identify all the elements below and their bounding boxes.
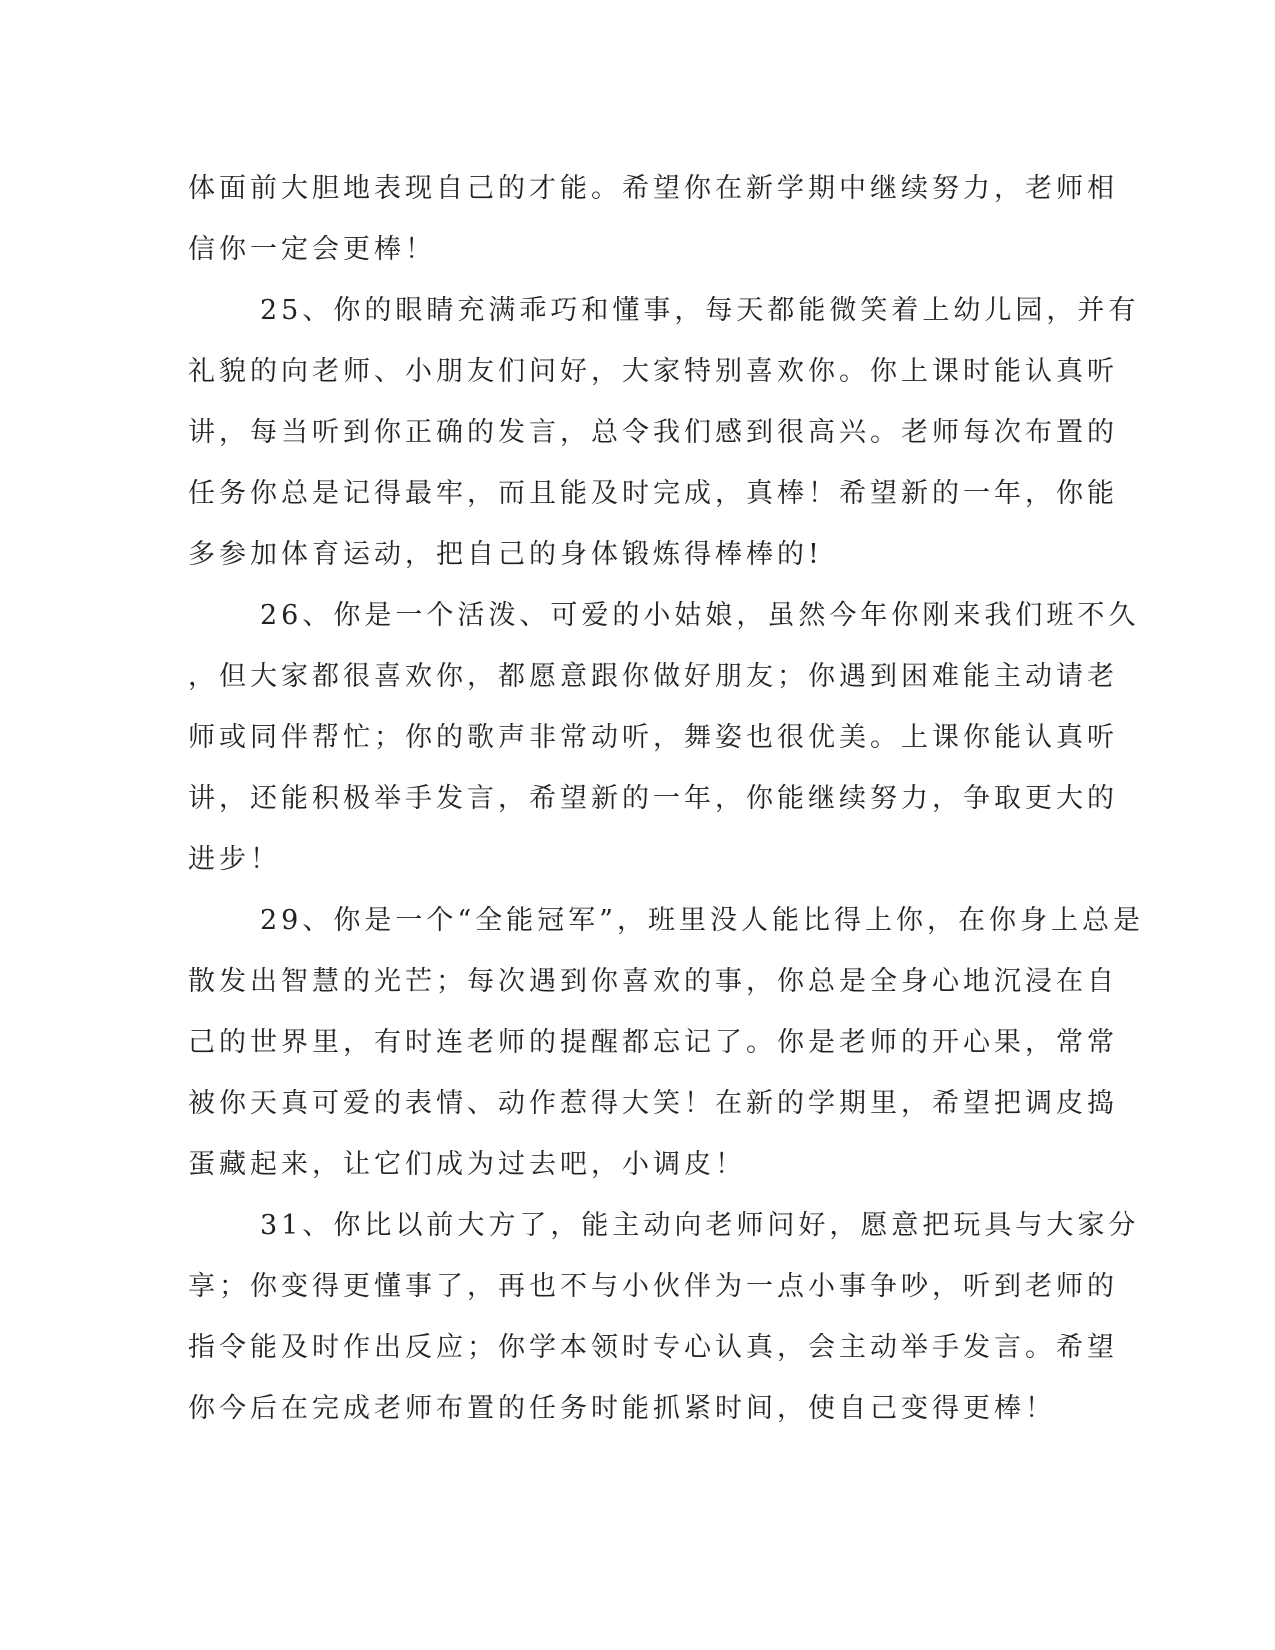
text-line: 任务你总是记得最牢，而且能及时完成，真棒！希望新的一年，你能 — [188, 478, 1118, 509]
text-line: 讲，还能积极举手发言，希望新的一年，你能继续努力，争取更大的 — [188, 783, 1118, 814]
text-line: 你今后在完成老师布置的任务时能抓紧时间，使自己变得更棒！ — [188, 1393, 1056, 1424]
text-line: 信你一定会更棒！ — [188, 234, 436, 265]
text-line: 被你天真可爱的表情、动作惹得大笑！在新的学期里，希望把调皮捣 — [188, 1088, 1118, 1119]
paragraph-29 — [188, 890, 1144, 1195]
text-line: 体面前大胆地表现自己的才能。希望你在新学期中继续努力，老师相 — [188, 173, 1118, 204]
text-line: 指令能及时作出反应；你学本领时专心认真，会主动举手发言。希望 — [188, 1332, 1118, 1363]
text-line: 蛋藏起来，让它们成为过去吧，小调皮！ — [188, 1149, 746, 1180]
text-line: 26、你是一个活泼、可爱的小姑娘，虽然今年你刚来我们班不久 — [260, 600, 1140, 631]
paragraph-26 — [188, 585, 1140, 890]
text-line: 31、你比以前大方了，能主动向老师问好，愿意把玩具与大家分 — [260, 1210, 1140, 1241]
text-line: 享；你变得更懂事了，再也不与小伙伴为一点小事争吵，听到老师的 — [188, 1271, 1118, 1302]
text-line: 讲，每当听到你正确的发言，总令我们感到很高兴。老师每次布置的 — [188, 417, 1118, 448]
text-line: ，但大家都很喜欢你，都愿意跟你做好朋友；你遇到困难能主动请老 — [188, 661, 1118, 692]
text-line: 散发出智慧的光芒；每次遇到你喜欢的事，你总是全身心地沉浸在自 — [188, 966, 1118, 997]
text-line: 己的世界里，有时连老师的提醒都忘记了。你是老师的开心果，常常 — [188, 1027, 1118, 1058]
paragraph-continued — [188, 158, 1118, 280]
document-body — [188, 158, 1144, 1439]
paragraph-31 — [188, 1195, 1140, 1439]
paragraph-25 — [188, 280, 1140, 585]
text-line: 礼貌的向老师、小朋友们问好，大家特别喜欢你。你上课时能认真听 — [188, 356, 1118, 387]
text-line: 25、你的眼睛充满乖巧和懂事，每天都能微笑着上幼儿园，并有 — [260, 295, 1140, 326]
text-line: 进步！ — [188, 844, 281, 875]
text-line: 29、你是一个“全能冠军”，班里没人能比得上你，在你身上总是 — [260, 905, 1144, 936]
text-line: 多参加体育运动，把自己的身体锻炼得棒棒的! — [188, 539, 823, 570]
text-line: 师或同伴帮忙；你的歌声非常动听，舞姿也很优美。上课你能认真听 — [188, 722, 1118, 753]
